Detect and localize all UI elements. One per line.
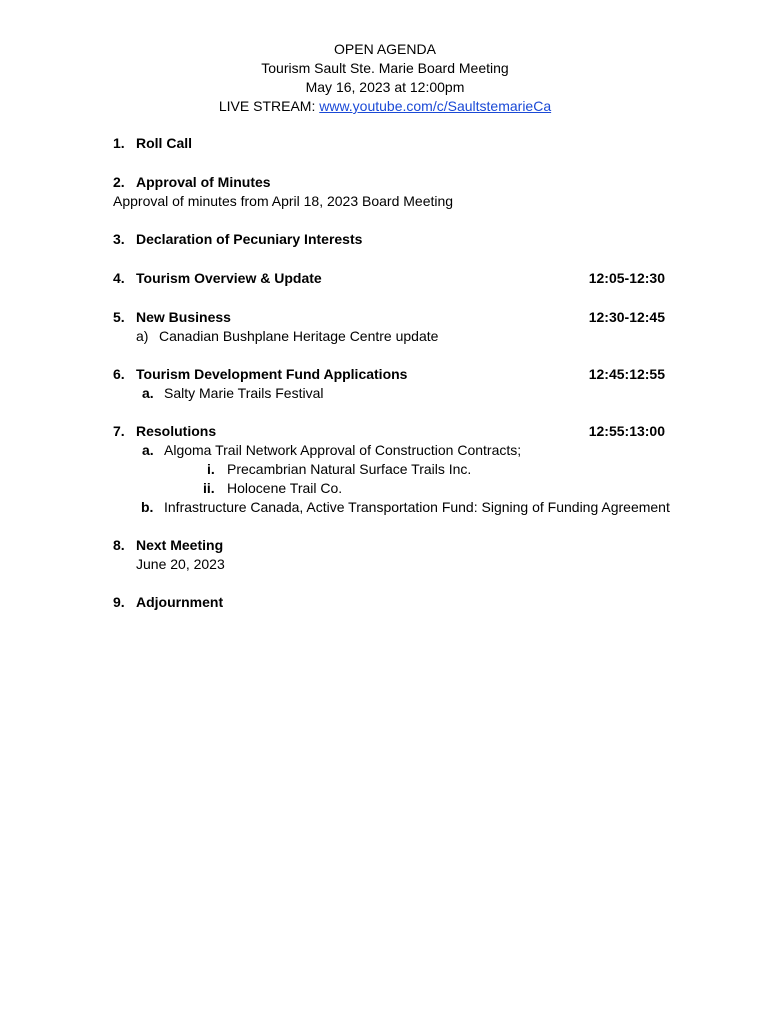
agenda-header xyxy=(0,40,770,116)
item-3-number: 3. xyxy=(113,231,125,247)
item-7-time: 12:55:13:00 xyxy=(588,423,665,439)
item-7-sub-a-text: Algoma Trail Network Approval of Construction Contracts; xyxy=(164,442,522,458)
item-4-number: 4. xyxy=(113,270,125,286)
item-8-text: June 20, 2023 xyxy=(136,556,225,572)
item-7-sub-a-marker: a. xyxy=(142,442,154,458)
item-4-time: 12:05-12:30 xyxy=(588,270,665,286)
agenda-heading: OPEN AGENDA xyxy=(334,41,436,57)
item-6-title: Tourism Development Fund Applications xyxy=(136,366,408,382)
item-2-number: 2. xyxy=(113,174,125,190)
item-9-number: 9. xyxy=(113,594,125,610)
item-8-title: Next Meeting xyxy=(136,537,224,553)
item-5-number: 5. xyxy=(113,309,125,325)
item-1-title: Roll Call xyxy=(136,135,193,151)
meeting-date: May 16, 2023 at 12:00pm xyxy=(305,79,465,95)
live-stream-line xyxy=(0,97,770,116)
item-7-sub-i-marker: i. xyxy=(207,461,215,477)
item-7-sub-ii-text: Holocene Trail Co. xyxy=(227,480,343,496)
item-6-time: 12:45:12:55 xyxy=(588,366,665,382)
live-stream-link[interactable]: www.youtube.com/c/SaultstemarieCa xyxy=(319,98,552,114)
item-6-sub-text: Salty Marie Trails Festival xyxy=(164,385,324,401)
item-3-title: Declaration of Pecuniary Interests xyxy=(136,231,363,247)
item-2-text: Approval of minutes from April 18, 2023 Board Meeting xyxy=(113,193,454,209)
item-7-sub-i-text: Precambrian Natural Surface Trails Inc. xyxy=(227,461,472,477)
item-8-number: 8. xyxy=(113,537,125,553)
meeting-name: Tourism Sault Ste. Marie Board Meeting xyxy=(261,60,509,76)
item-7-sub-ii-marker: ii. xyxy=(203,480,215,496)
item-6-sub-marker: a. xyxy=(142,385,154,401)
item-7-sub-b-marker: b. xyxy=(141,499,154,515)
item-6-number: 6. xyxy=(113,366,125,382)
item-2-title: Approval of Minutes xyxy=(136,174,271,190)
item-7-title: Resolutions xyxy=(136,423,217,439)
item-5-sub-marker: a) xyxy=(136,328,149,344)
item-9-title: Adjournment xyxy=(136,594,224,610)
item-1-number: 1. xyxy=(113,135,125,151)
item-7-number: 7. xyxy=(113,423,125,439)
live-stream-label: LIVE STREAM: xyxy=(218,98,320,114)
item-5-sub-text: Canadian Bushplane Heritage Centre update xyxy=(159,328,439,344)
item-5-time: 12:30-12:45 xyxy=(588,309,665,325)
item-5-title: New Business xyxy=(136,309,231,325)
item-4-title: Tourism Overview & Update xyxy=(136,270,322,286)
item-7-sub-b-text: Infrastructure Canada, Active Transportation Fund: Signing of Funding Agreement xyxy=(164,499,670,515)
